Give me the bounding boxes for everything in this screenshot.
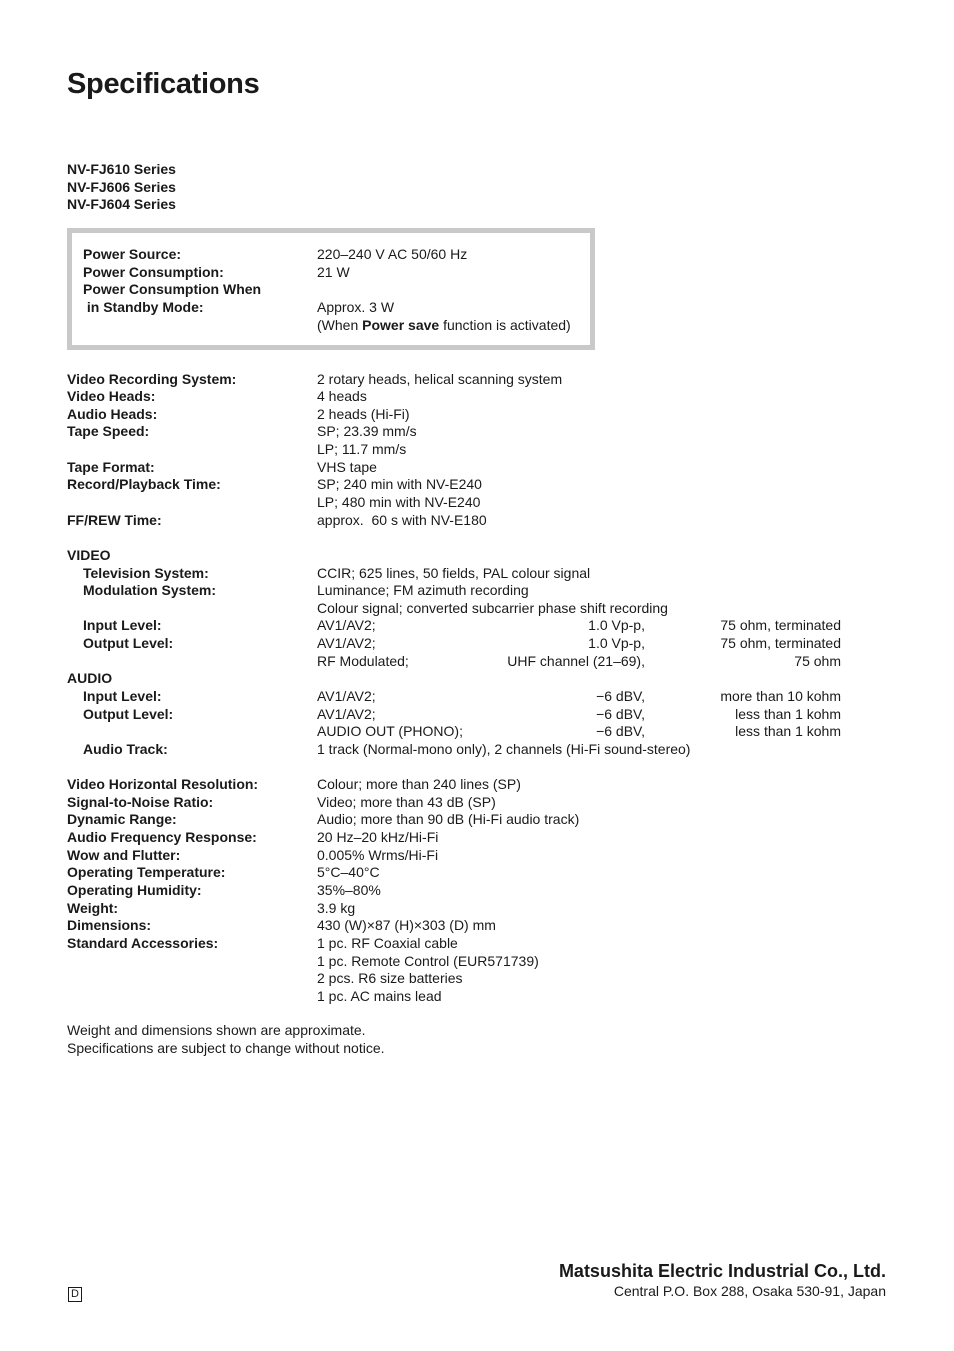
power-save-note (317, 317, 571, 333)
spec-row-tape-speed-lp (67, 440, 847, 458)
spec-label: Operating Humidity: (67, 882, 202, 898)
spec-level: −6 dBV, (596, 706, 645, 722)
spec-value: 4 heads (317, 388, 367, 404)
spec-row-audio-input (67, 687, 847, 705)
spec-row-video-input (67, 616, 847, 634)
section-heading: AUDIO (67, 670, 113, 686)
accessory-item: 1 pc. Remote Control (EUR571739) (317, 953, 539, 969)
spec-label: Output Level: (83, 706, 174, 722)
spec-label: Signal-to-Noise Ratio: (67, 794, 214, 810)
spec-label: Wow and Flutter: (67, 847, 181, 863)
spec-row-modulation-colour (67, 599, 847, 617)
spec-label: Operating Temperature: (67, 864, 226, 880)
spec-value: VHS tape (317, 459, 377, 475)
power-consumption-value: 21 W (317, 264, 350, 280)
spec-row-snr (67, 793, 847, 811)
spec-value: Luminance; FM azimuth recording (317, 582, 529, 598)
spec-label: Television System: (83, 565, 209, 581)
spec-label: Standard Accessories: (67, 935, 219, 951)
spec-value: 20 Hz–20 kHz/Hi-Fi (317, 829, 439, 845)
standby-label-line2: in Standby Mode: (83, 299, 204, 315)
spec-label: Tape Format: (67, 459, 155, 475)
spec-row-dynamic-range (67, 810, 847, 828)
power-source-value: 220–240 V AC 50/60 Hz (317, 246, 468, 262)
spec-label: Video Heads: (67, 388, 156, 404)
spec-row-temperature (67, 863, 847, 881)
spec-row-accessory (67, 969, 847, 987)
note-suffix: function is activated) (439, 317, 571, 333)
spec-row-tape-format (67, 458, 847, 476)
spec-row-accessories (67, 934, 847, 952)
spec-label: FF/REW Time: (67, 512, 162, 528)
spec-label: Dimensions: (67, 917, 152, 933)
spec-row-video-recording (67, 370, 847, 388)
spec-label: Audio Frequency Response: (67, 829, 257, 845)
spec-label: Input Level: (83, 688, 162, 704)
spec-label: Audio Track: (83, 741, 168, 757)
spec-value: 35%–80% (317, 882, 381, 898)
spec-row-rec-time-lp (67, 493, 847, 511)
spec-row-weight (67, 899, 847, 917)
series-name: NV-FJ610 Series (67, 161, 176, 177)
note-approximate: Weight and dimensions shown are approximate. (67, 1022, 366, 1038)
spec-row-accessory (67, 987, 847, 1005)
spec-value: Colour signal; converted subcarrier phase shift recording (317, 600, 668, 616)
spec-value: 2 rotary heads, helical scanning system (317, 371, 563, 387)
spec-value: Video; more than 43 dB (SP) (317, 794, 496, 810)
company-address: Central P.O. Box 288, Osaka 530-91, Japan (613, 1283, 886, 1299)
spec-label: Video Recording System: (67, 371, 237, 387)
spec-value: 2 heads (Hi-Fi) (317, 406, 410, 422)
note-bold: Power save (362, 317, 440, 333)
spec-source: RF Modulated; (317, 653, 409, 669)
spec-row-rf (67, 652, 847, 670)
spec-label: Modulation System: (83, 582, 217, 598)
spec-impedance: more than 10 kohm (720, 688, 841, 704)
section-heading-audio (67, 669, 847, 687)
spec-source: AV1/AV2; (317, 706, 376, 722)
accessory-item: 1 pc. RF Coaxial cable (317, 935, 458, 951)
spec-row-audio-heads (67, 405, 847, 423)
spec-row-ffrew (67, 511, 847, 529)
section-heading-video (67, 546, 847, 564)
spec-row-wow-flutter (67, 846, 847, 864)
spec-source: AUDIO OUT (PHONO); (317, 723, 463, 739)
power-consumption-label: Power Consumption: (83, 264, 224, 280)
spec-impedance: 75 ohm, terminated (720, 635, 841, 651)
spec-value: Colour; more than 240 lines (SP) (317, 776, 521, 792)
spec-row-audio-output (67, 705, 847, 723)
spec-value: 5°C–40°C (317, 864, 380, 880)
spec-label: Input Level: (83, 617, 162, 633)
spec-level: UHF channel (21–69), (507, 653, 645, 669)
spec-level: −6 dBV, (596, 688, 645, 704)
page-title: Specifications (67, 68, 260, 100)
spec-value: approx. 60 s with NV-E180 (317, 512, 487, 528)
spec-impedance: 75 ohm (794, 653, 841, 669)
spec-source: AV1/AV2; (317, 635, 376, 651)
spec-impedance: less than 1 kohm (735, 706, 841, 722)
spec-source: AV1/AV2; (317, 688, 376, 704)
accessory-item: 2 pcs. R6 size batteries (317, 970, 463, 986)
series-name: NV-FJ606 Series (67, 179, 176, 195)
spec-level: 1.0 Vp-p, (588, 617, 645, 633)
spec-value: LP; 480 min with NV-E240 (317, 494, 481, 510)
spec-row-accessory (67, 952, 847, 970)
spec-row-tv-system (67, 564, 847, 582)
series-name: NV-FJ604 Series (67, 196, 176, 212)
spec-level: 1.0 Vp-p, (588, 635, 645, 651)
spec-row-frequency (67, 828, 847, 846)
spec-label: Dynamic Range: (67, 811, 177, 827)
spec-row-dimensions (67, 916, 847, 934)
spec-row-video-heads (67, 387, 847, 405)
spec-value: Audio; more than 90 dB (Hi-Fi audio track) (317, 811, 580, 827)
spec-label: Record/Playback Time: (67, 476, 221, 492)
note-prefix: (When (317, 317, 363, 333)
spec-impedance: less than 1 kohm (735, 723, 841, 739)
spec-value: 1 track (Normal-mono only), 2 channels (Hi-Fi sound-stereo) (317, 741, 691, 757)
spec-label: Video Horizontal Resolution: (67, 776, 259, 792)
accessory-item: 1 pc. AC mains lead (317, 988, 442, 1004)
spec-label: Tape Speed: (67, 423, 150, 439)
spec-row-rec-time (67, 475, 847, 493)
spec-label: Weight: (67, 900, 119, 916)
note-change-notice: Specifications are subject to change without notice. (67, 1040, 385, 1056)
company-name: Matsushita Electric Industrial Co., Ltd. (558, 1261, 886, 1281)
spec-value: SP; 23.39 mm/s (317, 423, 417, 439)
spec-row-resolution (67, 775, 847, 793)
spec-row-audio-phono (67, 722, 847, 740)
section-heading: VIDEO (67, 547, 111, 563)
spec-value: 0.005% Wrms/Hi-Fi (317, 847, 439, 863)
standby-label-line1: Power Consumption When (83, 281, 262, 297)
spec-level: −6 dBV, (596, 723, 645, 739)
spec-source: AV1/AV2; (317, 617, 376, 633)
spec-value: LP; 11.7 mm/s (317, 441, 407, 457)
spec-row-audio-track (67, 740, 847, 758)
spec-value: 430 (W)×87 (H)×303 (D) mm (317, 917, 496, 933)
region-code-badge: D (68, 1287, 82, 1302)
spec-row-modulation (67, 581, 847, 599)
spec-row-video-output (67, 634, 847, 652)
spec-row-humidity (67, 881, 847, 899)
standby-value: Approx. 3 W (317, 299, 395, 315)
spec-label: Output Level: (83, 635, 174, 651)
spec-value: SP; 240 min with NV-E240 (317, 476, 482, 492)
spec-value: CCIR; 625 lines, 50 fields, PAL colour signal (317, 565, 591, 581)
spec-value: 3.9 kg (317, 900, 356, 916)
power-source-label: Power Source: (83, 246, 182, 262)
spec-label: Audio Heads: (67, 406, 158, 422)
spec-row-tape-speed (67, 422, 847, 440)
spec-impedance: 75 ohm, terminated (720, 617, 841, 633)
